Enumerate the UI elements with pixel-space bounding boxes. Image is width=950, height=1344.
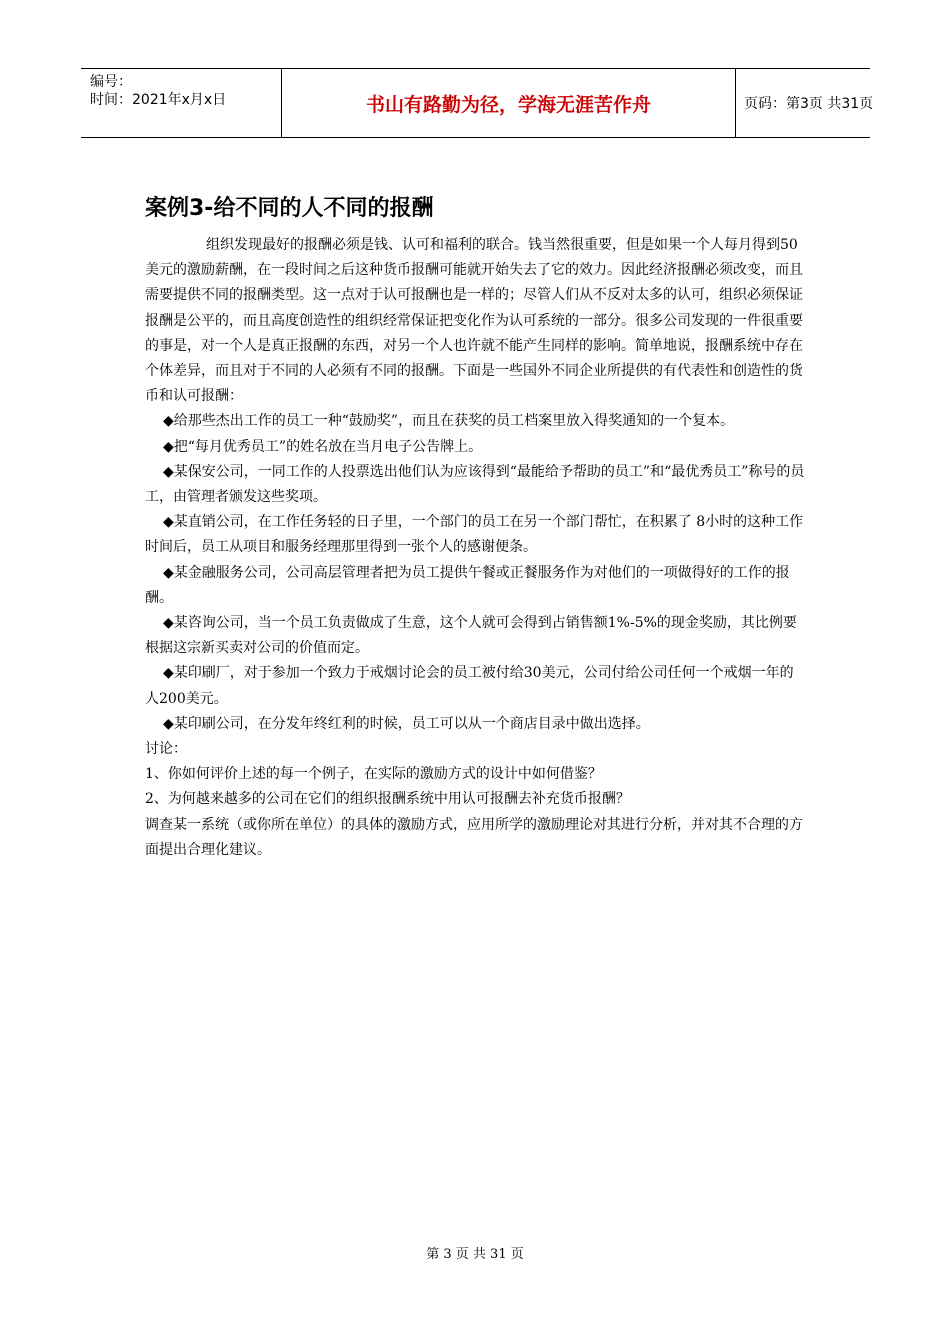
page-header — [81, 68, 874, 138]
discussion-question: 2、为何越来越多的公司在它们的组织报酬系统中用认可报酬去补充货币报酬？ — [145, 791, 630, 808]
header-meta-cell — [81, 69, 281, 137]
bullet-item: ◆某印刷厂，对于参加一个致力于戒烟讨论会的员工被付给30美元，公司付给公司任何一个戒烟一年的人200美元。 — [145, 665, 794, 707]
bullet-item: ◆某保安公司，一同工作的人投票选出他们认为应该得到“最能给予帮助的员工”和“最优秀员工”称号的员工，由管理者颁发这些奖项。 — [145, 463, 805, 506]
case-body — [145, 233, 805, 863]
bullet-item: ◆某金融服务公司，公司高层管理者把为员工提供午餐或正餐服务作为对他们的一项做得好的工作的报酬。 — [145, 564, 790, 606]
discussion-label: 讨论： — [145, 741, 187, 758]
header-motto-cell — [281, 69, 736, 137]
page-footer: 第 3 页 共 31 页 — [426, 1247, 524, 1262]
bullet-item: ◆把“每月优秀员工”的姓名放在当月电子公告牌上。 — [163, 438, 483, 455]
bullet-item: ◆某咨询公司，当一个员工负责做成了生意，这个人就可会得到占销售额1%-5%的现金奖励，其比例要根据这宗新买卖对公司的价值而定。 — [145, 615, 797, 657]
intro-paragraph: 组织发现最好的报酬必须是钱、认可和福利的联合。钱当然很重要，但是如果一个人每月得到50美元的激励薪酬，在一段时间之后这种货币报酬可能就开始失去了它的效力。因此经济报酬必须改变，而且需要提供不同的报酬类型。这一点对于认可报酬也是一样的；尽管人们从不反对太多的认可，组织必须保证报酬是公平的，而且高度创造性的组织经常保证把变化作为认可系统的一部分。很多公司发现的一件很重要的事是，对一个人是真正报酬的东西，对另一个人也许就不能产生同样的影响。简单地说，报酬系统中存在个体差异，而且对于不同的人必须有不同的报酬。下面是一些国外不同企业所提供的有代表性和创造性的货币和认可报酬： — [145, 237, 803, 405]
case-title: 案例3-给不同的人不同的报酬 — [145, 196, 434, 221]
header-motto: 书山有路勤为径，学海无涯苦作舟 — [365, 94, 651, 116]
date-label: 时间：2021年x月x日 — [90, 92, 227, 108]
discussion-question: 1、你如何评价上述的每一个例子，在实际的激励方式的设计中如何借鉴？ — [145, 766, 602, 783]
serial-number-label: 编号： — [90, 74, 132, 90]
bullet-item: ◆某印刷公司，在分发年终红利的时候，员工可以从一个商店目录中做出选择。 — [163, 715, 650, 732]
discussion-task: 调查某一系统（或你所在单位）的具体的激励方式，应用所学的激励理论对其进行分析，并对其不合理的方面提出合理化建议。 — [145, 816, 803, 858]
bullet-item: ◆给那些杰出工作的员工一种“鼓励奖”，而且在获奖的员工档案里放入得奖通知的一个复本。 — [163, 413, 735, 430]
bullet-item: ◆某直销公司，在工作任务轻的日子里，一个部门的员工在另一个部门帮忙，在积累了 8小时的这种工作时间后，员工从项目和服务经理那里得到一张个人的感谢便条。 — [145, 514, 804, 556]
header-page-cell — [735, 69, 874, 137]
header-page-info: 页码：第3页 共31页 — [744, 96, 874, 112]
